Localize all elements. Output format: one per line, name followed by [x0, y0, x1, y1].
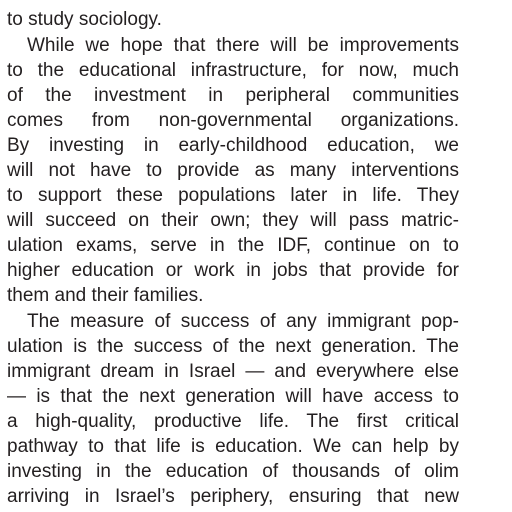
text-line: investing in the education of thousands of olim — [7, 461, 459, 482]
paragraph-start-line: While we hope that there will be improvements — [27, 35, 459, 56]
text-line: will not have to provide as many interventions — [7, 160, 459, 181]
text-line: ulation is the success of the next generation. The — [7, 336, 459, 357]
text-line: ulation exams, serve in the IDF, continue on to — [7, 235, 459, 256]
text-line: immigrant dream in Israel — and everywhere else — [7, 361, 459, 382]
text-line: higher education or work in jobs that provide for — [7, 260, 459, 281]
text-line: arriving in Israel’s periphery, ensuring that new — [7, 486, 459, 507]
text-line: a high-quality, productive life. The first critical — [7, 411, 459, 432]
text-line: — is that the next generation will have access to — [7, 386, 459, 407]
text-line: of the investment in peripheral communities — [7, 85, 459, 106]
text-line: By investing in early-childhood education, we — [7, 135, 459, 156]
text-line: pathway to that life is education. We can help by — [7, 436, 459, 457]
text-line: comes from non-governmental organizations. — [7, 110, 459, 131]
text-line: them and their families. — [7, 285, 204, 306]
text-line: to study sociology. — [7, 9, 162, 30]
text-line: to the educational infrastructure, for now, much — [7, 60, 459, 81]
text-line: to support these populations later in life. They — [7, 185, 459, 206]
paragraph-start-line: The measure of success of any immigrant pop- — [27, 311, 459, 332]
text-line: will succeed on their own; they will pass matric- — [7, 210, 459, 231]
